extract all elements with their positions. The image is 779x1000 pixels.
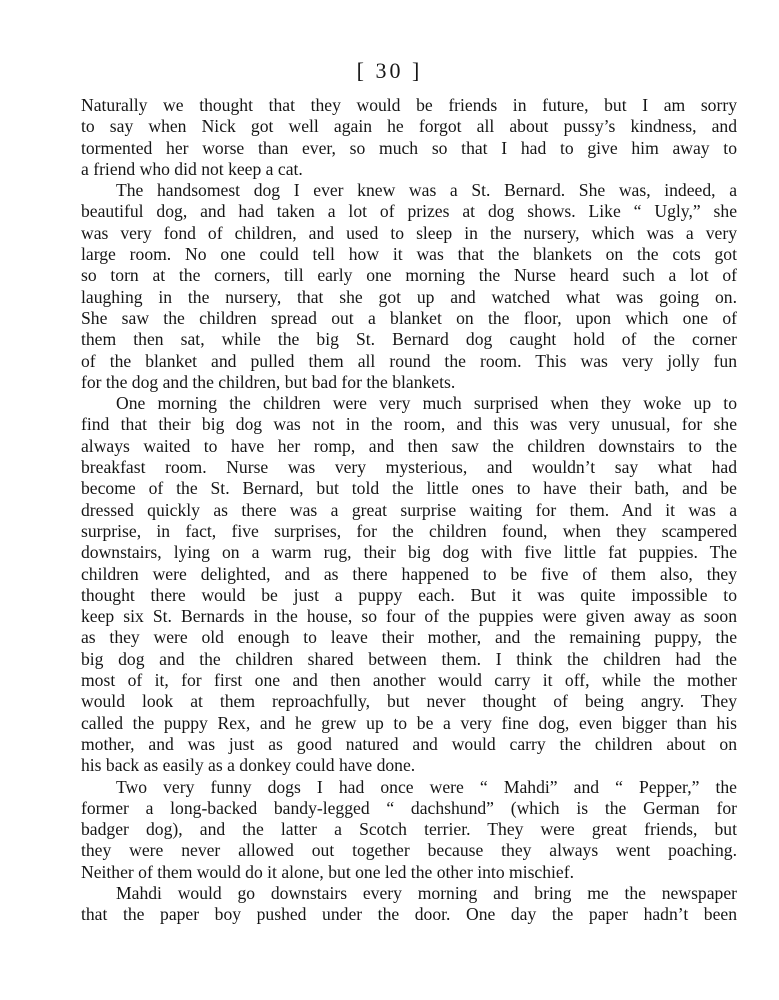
text-line: Neither of them would do it alone, but one led the other into mischief. — [81, 861, 574, 882]
text-line: was very fond of children, and used to sleep in the nursery, which was a very — [81, 222, 737, 243]
text-line: thought there would be just a puppy each. But it was quite impossible to — [81, 584, 737, 605]
text-line: that the paper boy pushed under the door. One day the paper hadn’t been — [81, 904, 737, 925]
text-line: The handsomest dog I ever knew was a St. Bernard. She was, indeed, a — [116, 180, 737, 201]
text-line: badger dog), and the latter a Scotch terrier. They were great friends, but — [81, 819, 737, 840]
text-line: most of it, for first one and then another would carry it off, while the mother — [81, 670, 737, 691]
text-line: One morning the children were very much surprised when they woke up to — [116, 393, 737, 414]
text-line: called the puppy Rex, and he grew up to be a very fine dog, even bigger than his — [81, 712, 737, 733]
text-line: find that their big dog was not in the room, and this was very unusual, for she — [81, 414, 737, 435]
text-line: keep six St. Bernards in the house, so four of the puppies were given away as soon — [81, 606, 737, 627]
text-line: as they were old enough to leave their mother, and the remaining puppy, the — [81, 627, 737, 648]
page-number: [ 30 ] — [356, 58, 423, 83]
text-line: She saw the children spread out a blanket on the floor, upon which one of — [81, 307, 737, 328]
text-line: them then sat, while the big St. Bernard dog caught hold of the corner — [81, 329, 737, 350]
text-line: downstairs, lying on a warm rug, their big dog with five little fat puppies. The — [81, 542, 737, 563]
text-line: for the dog and the children, but bad for the blankets. — [81, 371, 456, 392]
text-line: of the blanket and pulled them all round the room. This was very jolly fun — [81, 350, 737, 371]
text-line: surprise, in fact, five surprises, for the children found, when they scampered — [81, 520, 737, 541]
body-text — [81, 95, 737, 926]
text-line: they were never allowed out together because they always went poaching. — [81, 840, 737, 861]
text-line: so torn at the corners, till early one morning the Nurse heard such a lot of — [81, 265, 737, 286]
text-line: beautiful dog, and had taken a lot of prizes at dog shows. Like “ Ugly,” she — [81, 201, 737, 222]
text-line: tormented her worse than ever, so much so that I had to give him away to — [81, 137, 737, 158]
text-line: dressed quickly as there was a great surprise waiting for them. And it was a — [81, 499, 737, 520]
text-line: become of the St. Bernard, but told the little ones to have their bath, and be — [81, 478, 737, 499]
text-line: to say when Nick got well again he forgot all about pussy’s kindness, and — [81, 116, 737, 137]
text-line: always waited to have her romp, and then saw the children downstairs to the — [81, 435, 737, 456]
text-line: big dog and the children shared between them. I think the children had the — [81, 648, 737, 669]
text-line: Mahdi would go downstairs every morning and bring me the newspaper — [116, 882, 737, 903]
text-line: would look at them reproachfully, but never thought of being angry. They — [81, 691, 737, 712]
text-line: large room. No one could tell how it was that the blankets on the cots got — [81, 244, 737, 265]
text-line: Two very funny dogs I had once were “ Mahdi” and “ Pepper,” the — [116, 776, 737, 797]
text-line: laughing in the nursery, that she got up and watched what was going on. — [81, 286, 737, 307]
text-line: breakfast room. Nurse was very mysterious, and wouldn’t say what had — [81, 457, 737, 478]
text-line: Naturally we thought that they would be friends in future, but I am sorry — [81, 95, 737, 115]
text-line: his back as easily as a donkey could have done. — [81, 755, 416, 776]
text-line: former a long-backed bandy-legged “ dachshund” (which is the German for — [81, 797, 737, 818]
text-line: a friend who did not keep a cat. — [81, 158, 303, 179]
text-line: children were delighted, and as there happened to be five of them also, they — [81, 563, 737, 584]
text-line: mother, and was just as good natured and would carry the children about on — [81, 733, 737, 754]
